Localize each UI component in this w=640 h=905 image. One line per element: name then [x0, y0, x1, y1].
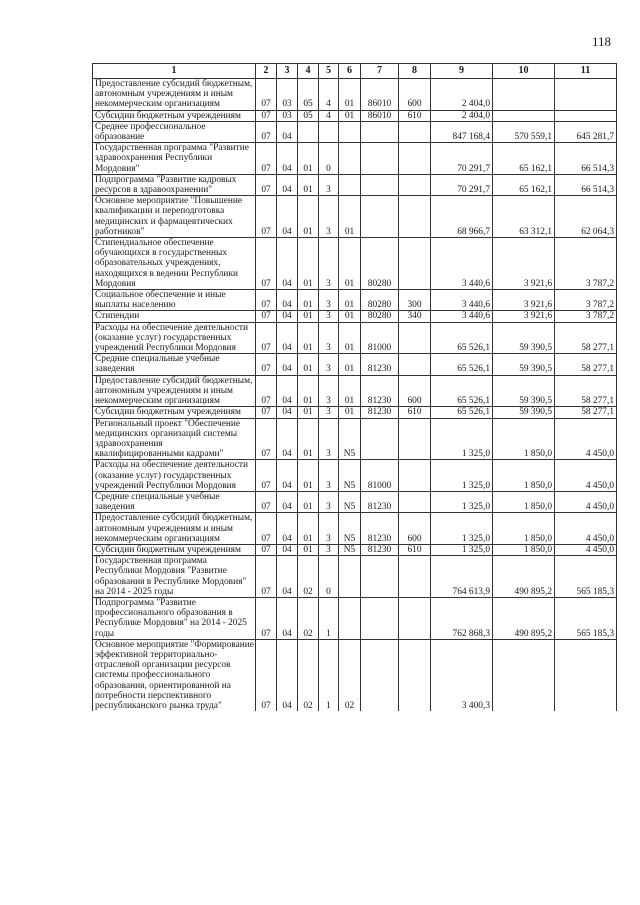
row-name: Субсидии бюджетным учреждениям	[93, 544, 256, 555]
code-cell: 610	[399, 407, 431, 418]
amount-cell	[493, 639, 555, 711]
amount-cell: 65 526,1	[431, 354, 493, 375]
column-header: 2	[256, 64, 277, 79]
amount-cell: 70 291,7	[431, 174, 493, 195]
amount-cell: 847 168,4	[431, 121, 493, 142]
code-cell: N5	[339, 544, 361, 555]
code-cell: 3	[319, 354, 339, 375]
code-cell	[339, 597, 361, 639]
code-cell: 07	[256, 110, 277, 121]
row-name: Средние специальные учебные заведения	[93, 491, 256, 512]
code-cell: 01	[298, 460, 319, 492]
code-cell: 02	[298, 639, 319, 711]
code-cell: 07	[256, 491, 277, 512]
amount-cell: 70 291,7	[431, 143, 493, 175]
code-cell: 01	[298, 375, 319, 407]
amount-cell: 490 895,2	[493, 556, 555, 598]
amount-cell: 58 277,1	[555, 375, 617, 407]
row-name: Среднее профессиональное образование	[93, 121, 256, 142]
code-cell: 01	[339, 290, 361, 311]
code-cell	[399, 556, 431, 598]
amount-cell: 1 325,0	[431, 544, 493, 555]
amount-cell: 1 850,0	[493, 418, 555, 460]
code-cell: 07	[256, 196, 277, 238]
code-cell	[361, 597, 399, 639]
code-cell: N5	[339, 491, 361, 512]
code-cell: 07	[256, 238, 277, 290]
code-cell: 81000	[361, 322, 399, 354]
code-cell	[361, 174, 399, 195]
table-row	[93, 110, 617, 121]
table-row	[93, 311, 617, 322]
code-cell: 86010	[361, 79, 399, 111]
column-header: 6	[339, 64, 361, 79]
table-row	[93, 491, 617, 512]
amount-cell: 3 921,6	[493, 311, 555, 322]
code-cell: 81230	[361, 544, 399, 555]
budget-table	[92, 63, 617, 711]
code-cell: 04	[277, 121, 298, 142]
row-name: Средние специальные учебные заведения	[93, 354, 256, 375]
amount-cell: 3 440,6	[431, 311, 493, 322]
amount-cell: 570 559,1	[493, 121, 555, 142]
code-cell: 04	[277, 354, 298, 375]
amount-cell: 65 526,1	[431, 407, 493, 418]
code-cell: 01	[298, 491, 319, 512]
amount-cell: 645 281,7	[555, 121, 617, 142]
code-cell: 07	[256, 143, 277, 175]
amount-cell	[555, 79, 617, 111]
code-cell: 610	[399, 110, 431, 121]
code-cell: 07	[256, 513, 277, 545]
page-number: 118	[592, 34, 612, 49]
code-cell: 86010	[361, 110, 399, 121]
amount-cell: 65 162,1	[493, 143, 555, 175]
amount-cell: 65 526,1	[431, 322, 493, 354]
code-cell: 04	[277, 311, 298, 322]
code-cell: 3	[319, 513, 339, 545]
table-row	[93, 460, 617, 492]
row-name: Региональный проект "Обеспечение медицинских организаций системы здравоохранения квалифицированными кадрами"	[93, 418, 256, 460]
column-header: 4	[298, 64, 319, 79]
code-cell: 01	[339, 79, 361, 111]
amount-cell: 65 526,1	[431, 375, 493, 407]
code-cell	[339, 556, 361, 598]
amount-cell: 4 450,0	[555, 544, 617, 555]
code-cell: 3	[319, 174, 339, 195]
code-cell	[361, 418, 399, 460]
code-cell: 80280	[361, 238, 399, 290]
amount-cell: 490 895,2	[493, 597, 555, 639]
code-cell	[319, 121, 339, 142]
code-cell: 3	[319, 375, 339, 407]
amount-cell: 565 185,3	[555, 597, 617, 639]
table-row	[93, 290, 617, 311]
table-row	[93, 513, 617, 545]
code-cell: 01	[298, 238, 319, 290]
amount-cell: 3 440,6	[431, 238, 493, 290]
amount-cell: 4 450,0	[555, 513, 617, 545]
code-cell: 1	[319, 639, 339, 711]
code-cell: 01	[339, 322, 361, 354]
column-header: 10	[493, 64, 555, 79]
amount-cell: 58 277,1	[555, 322, 617, 354]
row-name: Расходы на обеспечение деятельности (оказание услуг) государственных учреждений Республики Мордовия	[93, 460, 256, 492]
code-cell	[399, 196, 431, 238]
code-cell: 05	[298, 110, 319, 121]
code-cell: 04	[277, 322, 298, 354]
code-cell: 07	[256, 460, 277, 492]
code-cell: 04	[277, 513, 298, 545]
code-cell: 04	[277, 238, 298, 290]
code-cell	[298, 121, 319, 142]
code-cell: 3	[319, 196, 339, 238]
code-cell	[361, 556, 399, 598]
row-name: Государственная программа "Развитие здравоохранения Республики Мордовия"	[93, 143, 256, 175]
code-cell: 01	[339, 407, 361, 418]
code-cell: 3	[319, 322, 339, 354]
code-cell: 3	[319, 238, 339, 290]
code-cell: 07	[256, 311, 277, 322]
table-row	[93, 322, 617, 354]
table-row	[93, 238, 617, 290]
code-cell: 07	[256, 544, 277, 555]
code-cell: 0	[319, 556, 339, 598]
code-cell: 05	[298, 79, 319, 111]
code-cell: 01	[298, 322, 319, 354]
amount-cell: 68 966,7	[431, 196, 493, 238]
table-body	[93, 79, 617, 712]
amount-cell	[555, 110, 617, 121]
code-cell: 3	[319, 418, 339, 460]
amount-cell: 62 064,3	[555, 196, 617, 238]
table-row	[93, 556, 617, 598]
amount-cell: 3 400,3	[431, 639, 493, 711]
code-cell: 3	[319, 290, 339, 311]
code-cell: 01	[298, 418, 319, 460]
code-cell	[399, 322, 431, 354]
amount-cell: 764 613,9	[431, 556, 493, 598]
code-cell: 01	[339, 375, 361, 407]
code-cell: 04	[277, 418, 298, 460]
row-name: Основное мероприятие "Формирование эффективной территориально-отраслевой организации ресурсов системы профессионального образования, ориентированной на потребности перспективного республиканского рынка труда"	[93, 639, 256, 711]
amount-cell: 4 450,0	[555, 491, 617, 512]
amount-cell: 59 390,5	[493, 354, 555, 375]
code-cell: 07	[256, 418, 277, 460]
amount-cell: 1 325,0	[431, 418, 493, 460]
table-row	[93, 79, 617, 111]
code-cell	[361, 121, 399, 142]
amount-cell: 66 514,3	[555, 174, 617, 195]
amount-cell: 2 404,0	[431, 79, 493, 111]
amount-cell: 4 450,0	[555, 460, 617, 492]
code-cell: N5	[339, 418, 361, 460]
code-cell: 03	[277, 110, 298, 121]
amount-cell: 1 850,0	[493, 491, 555, 512]
code-cell: 01	[298, 311, 319, 322]
code-cell	[399, 354, 431, 375]
code-cell: 07	[256, 174, 277, 195]
column-header: 9	[431, 64, 493, 79]
amount-cell: 3 921,6	[493, 238, 555, 290]
amount-cell: 2 404,0	[431, 110, 493, 121]
amount-cell: 65 162,1	[493, 174, 555, 195]
code-cell: 4	[319, 110, 339, 121]
column-header: 5	[319, 64, 339, 79]
amount-cell: 58 277,1	[555, 407, 617, 418]
code-cell: 03	[277, 79, 298, 111]
code-cell: 07	[256, 375, 277, 407]
header-row	[93, 64, 617, 79]
code-cell: 01	[298, 544, 319, 555]
code-cell: 04	[277, 174, 298, 195]
column-header: 3	[277, 64, 298, 79]
code-cell	[361, 143, 399, 175]
amount-cell	[493, 110, 555, 121]
code-cell: 07	[256, 407, 277, 418]
code-cell: 3	[319, 544, 339, 555]
table-row	[93, 174, 617, 195]
code-cell: 01	[298, 354, 319, 375]
code-cell: 07	[256, 322, 277, 354]
code-cell: 01	[339, 110, 361, 121]
amount-cell: 1 325,0	[431, 460, 493, 492]
amount-cell	[555, 639, 617, 711]
code-cell: 04	[277, 290, 298, 311]
code-cell: 81230	[361, 407, 399, 418]
code-cell	[399, 143, 431, 175]
column-header: 7	[361, 64, 399, 79]
amount-cell	[493, 79, 555, 111]
row-name: Подпрограмма "Развитие профессионального образования в Республике Мордовия" на 2014 - 2025 годы	[93, 597, 256, 639]
amount-cell: 1 325,0	[431, 513, 493, 545]
table-row	[93, 418, 617, 460]
code-cell	[399, 639, 431, 711]
code-cell: 300	[399, 290, 431, 311]
code-cell: 04	[277, 491, 298, 512]
code-cell: 4	[319, 79, 339, 111]
code-cell: 07	[256, 639, 277, 711]
row-name: Подпрограмма "Развитие кадровых ресурсов в здравоохранении"	[93, 174, 256, 195]
code-cell: 1	[319, 597, 339, 639]
row-name: Расходы на обеспечение деятельности (оказание услуг) государственных учреждений Республики Мордовия	[93, 322, 256, 354]
amount-cell: 1 325,0	[431, 491, 493, 512]
code-cell	[399, 121, 431, 142]
row-name: Субсидии бюджетным учреждениям	[93, 407, 256, 418]
code-cell: 80280	[361, 311, 399, 322]
row-name: Стипендии	[93, 311, 256, 322]
row-name: Стипендиальное обеспечение обучающихся в государственных образовательных учреждениях, находящихся в ведении Республики Мордовия	[93, 238, 256, 290]
row-name: Государственная программа Республики Мордовия "Развитие образования в Республике Мордовия" на 2014 - 2025 годы	[93, 556, 256, 598]
table-row	[93, 639, 617, 711]
row-name: Основное мероприятие "Повышение квалификации и переподготовка медицинских и фармацевтических работников"	[93, 196, 256, 238]
column-header: 8	[399, 64, 431, 79]
table-row	[93, 121, 617, 142]
code-cell: 340	[399, 311, 431, 322]
code-cell: 02	[298, 556, 319, 598]
code-cell	[399, 491, 431, 512]
amount-cell: 58 277,1	[555, 354, 617, 375]
table-row	[93, 196, 617, 238]
code-cell: 07	[256, 79, 277, 111]
code-cell	[399, 418, 431, 460]
amount-cell: 59 390,5	[493, 322, 555, 354]
code-cell	[361, 639, 399, 711]
row-name: Субсидии бюджетным учреждениям	[93, 110, 256, 121]
amount-cell: 63 312,1	[493, 196, 555, 238]
code-cell: N5	[339, 460, 361, 492]
amount-cell: 3 787,2	[555, 311, 617, 322]
code-cell: 01	[339, 238, 361, 290]
code-cell: 01	[298, 143, 319, 175]
code-cell: 07	[256, 354, 277, 375]
code-cell: 0	[319, 143, 339, 175]
code-cell: 600	[399, 375, 431, 407]
amount-cell: 59 390,5	[493, 375, 555, 407]
code-cell: 81000	[361, 460, 399, 492]
amount-cell: 3 440,6	[431, 290, 493, 311]
amount-cell: 66 514,3	[555, 143, 617, 175]
code-cell: 01	[339, 196, 361, 238]
code-cell: 80280	[361, 290, 399, 311]
code-cell	[339, 143, 361, 175]
amount-cell: 4 450,0	[555, 418, 617, 460]
code-cell: 3	[319, 460, 339, 492]
code-cell: 3	[319, 311, 339, 322]
column-header: 1	[93, 64, 256, 79]
code-cell: 07	[256, 121, 277, 142]
code-cell	[361, 196, 399, 238]
code-cell: 01	[298, 290, 319, 311]
code-cell: 600	[399, 513, 431, 545]
code-cell: 610	[399, 544, 431, 555]
code-cell: 01	[298, 513, 319, 545]
code-cell: 01	[298, 174, 319, 195]
table-row	[93, 375, 617, 407]
code-cell	[339, 121, 361, 142]
amount-cell: 59 390,5	[493, 407, 555, 418]
code-cell: N5	[339, 513, 361, 545]
amount-cell: 3 787,2	[555, 238, 617, 290]
amount-cell: 3 921,6	[493, 290, 555, 311]
table-row	[93, 597, 617, 639]
code-cell: 04	[277, 556, 298, 598]
code-cell: 01	[298, 407, 319, 418]
row-name: Социальное обеспечение и иные выплаты населению	[93, 290, 256, 311]
table-row	[93, 544, 617, 555]
code-cell	[399, 238, 431, 290]
code-cell: 04	[277, 196, 298, 238]
code-cell: 04	[277, 639, 298, 711]
code-cell: 01	[339, 354, 361, 375]
code-cell	[339, 174, 361, 195]
code-cell: 04	[277, 407, 298, 418]
row-name: Предоставление субсидий бюджетным, автономным учреждениям и иным некоммерческим организациям	[93, 375, 256, 407]
code-cell: 04	[277, 544, 298, 555]
amount-cell: 565 185,3	[555, 556, 617, 598]
amount-cell: 1 850,0	[493, 544, 555, 555]
code-cell: 81230	[361, 375, 399, 407]
code-cell: 07	[256, 597, 277, 639]
code-cell: 600	[399, 79, 431, 111]
table-row	[93, 407, 617, 418]
code-cell	[399, 460, 431, 492]
code-cell	[399, 597, 431, 639]
amount-cell: 3 787,2	[555, 290, 617, 311]
code-cell: 02	[298, 597, 319, 639]
code-cell: 04	[277, 375, 298, 407]
code-cell: 04	[277, 460, 298, 492]
code-cell: 3	[319, 407, 339, 418]
code-cell: 3	[319, 491, 339, 512]
code-cell: 01	[298, 196, 319, 238]
table-row	[93, 354, 617, 375]
code-cell: 81230	[361, 513, 399, 545]
amount-cell: 1 850,0	[493, 513, 555, 545]
amount-cell: 1 850,0	[493, 460, 555, 492]
code-cell: 07	[256, 556, 277, 598]
code-cell: 07	[256, 290, 277, 311]
row-name: Предоставление субсидий бюджетным, автономным учреждениям и иным некоммерческим организациям	[93, 513, 256, 545]
code-cell: 01	[339, 311, 361, 322]
row-name: Предоставление субсидий бюджетным, автономным учреждениям и иным некоммерческим организациям	[93, 79, 256, 111]
code-cell	[399, 174, 431, 195]
code-cell: 81230	[361, 354, 399, 375]
code-cell: 81230	[361, 491, 399, 512]
code-cell: 02	[339, 639, 361, 711]
table-row	[93, 143, 617, 175]
amount-cell: 762 868,3	[431, 597, 493, 639]
code-cell: 04	[277, 143, 298, 175]
code-cell: 04	[277, 597, 298, 639]
column-header: 11	[555, 64, 617, 79]
